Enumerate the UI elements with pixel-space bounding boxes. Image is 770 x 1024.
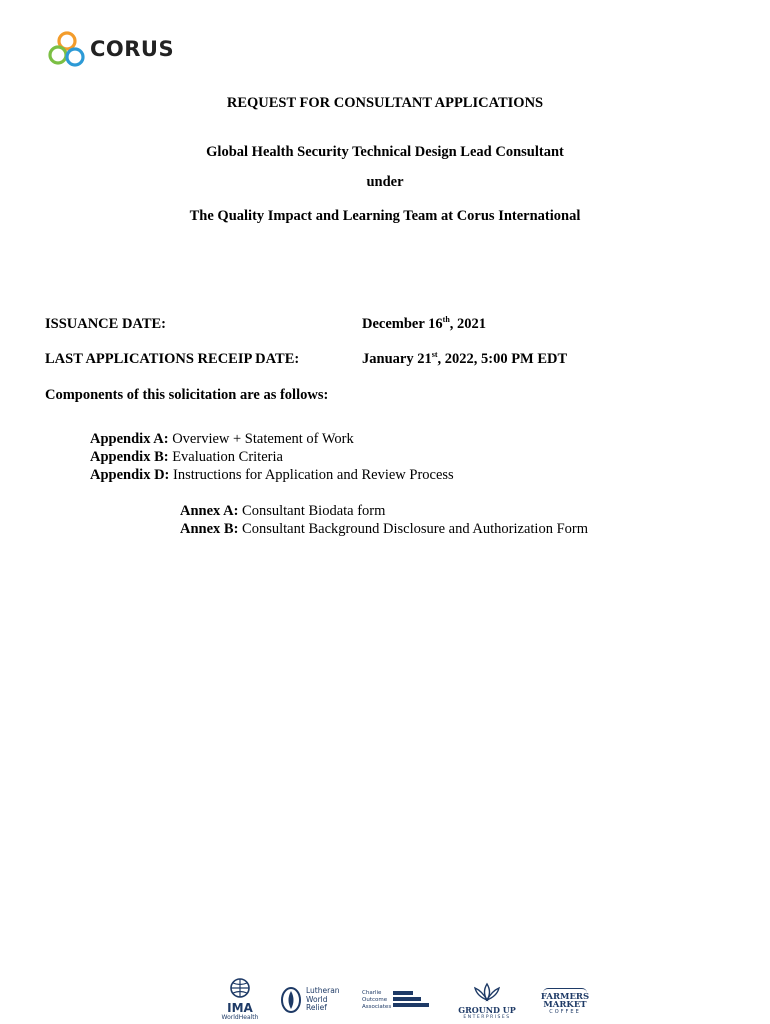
- bars-icon: [393, 990, 431, 1010]
- document-team: The Quality Impact and Learning Team at Corus International: [189, 208, 581, 224]
- receipt-date-value: January 21st, 2022, 5:00 PM EDT: [362, 350, 568, 367]
- document-subtitle: Global Health Security Technical Design Lead Consultant: [206, 144, 564, 160]
- appendix-item: Appendix A: Overview + Statement of Work: [90, 431, 354, 447]
- components-heading: Components of this solicitation are as follows:: [45, 387, 329, 403]
- annex-item: Annex A: Consultant Biodata form: [180, 503, 386, 519]
- issuance-date-label: ISSUANCE DATE:: [45, 316, 166, 332]
- appendix-item: Appendix D: Instructions for Application and Review Process: [90, 467, 454, 483]
- appendix-item: Appendix B: Evaluation Criteria: [90, 449, 283, 465]
- annex-item: Annex B: Consultant Background Disclosure and Authorization Form: [180, 521, 588, 537]
- farmers-market-logo: FARMERS MARKET COFFEE: [535, 988, 595, 1016]
- lwr-logo: Lutheran World Relief: [280, 986, 340, 1014]
- corus-logo-icon: [48, 28, 86, 70]
- issuance-date-value: December 16th, 2021: [362, 315, 487, 332]
- document-under: under: [366, 174, 404, 190]
- cda-logo: Charlie Outcome Associates: [362, 990, 431, 1011]
- receipt-date-label: LAST APPLICATIONS RECEIP DATE:: [45, 351, 300, 367]
- lotus-icon: [472, 982, 502, 1002]
- footer-partner-logos: [0, 978, 770, 1024]
- document-title: REQUEST FOR CONSULTANT APPLICATIONS: [226, 95, 544, 111]
- annex-list: [180, 502, 588, 538]
- corus-logo: [48, 28, 174, 70]
- corus-logo-text: CORUS: [90, 37, 175, 61]
- flame-icon: [280, 986, 302, 1014]
- appendix-list: [90, 430, 454, 484]
- groundup-logo: GROUND UP ENTERPRISES: [452, 982, 522, 1021]
- ima-logo: IMA WorldHealth: [212, 978, 268, 1022]
- globe-icon: [227, 978, 253, 998]
